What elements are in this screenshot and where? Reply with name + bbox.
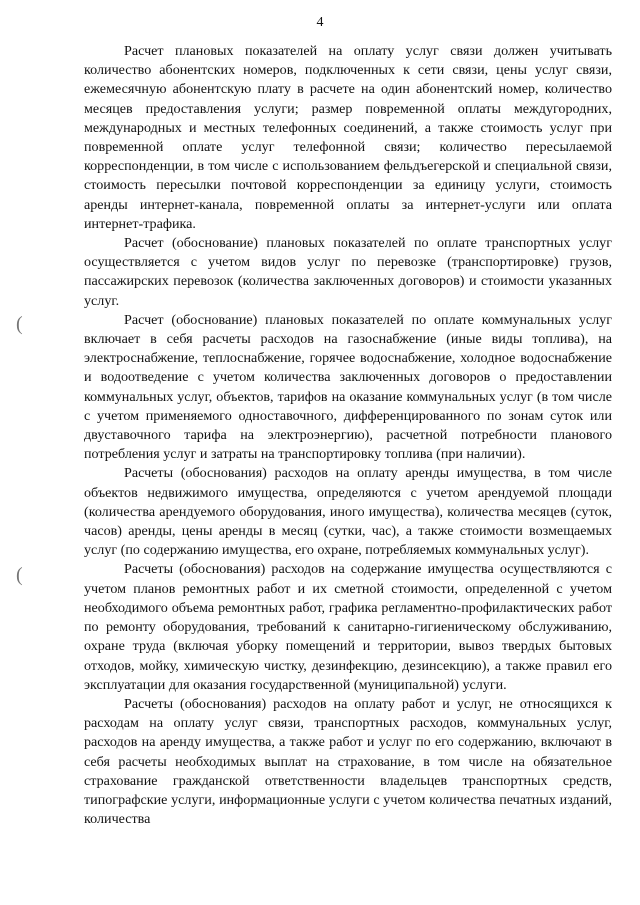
paragraph-property-maintenance: Расчеты (обоснования) расходов на содержание имущества осуществляются с учетом планов ремонтных работ и их сметной стоимости, определенной с учетом необходимого объема ремонтных работ, графика регламентно-профилактических работ по ремонту оборудования, требований к санитарно-гигиеническому обслуживанию, охране труда (включая уборку помещений и территории, вывоз твердых бытовых отходов, мойку, химическую чистку, дезинфекцию, дезинсекцию), а также правил его эксплуатации для оказания государственной (муниципальной) услуги. [84,561,612,693]
document-body [84,42,612,829]
binding-hole-mark: ( [16,564,23,586]
paragraph-transport-services: Расчет (обоснование) плановых показателей по оплате транспортных услуг осуществляется с учетом видов услуг по перевозке (транспортировке) грузов, пассажирских перевозок (количества заключенных договоров) и стоимости указанных услуг. [84,235,612,309]
paragraph-utility-services: Расчет (обоснование) плановых показателей по оплате коммунальных услуг включает в себя расчеты расходов на газоснабжение (иные виды топлива), на электроснабжение, теплоснабжение, горячее водоснабжение, холодное водоснабжение и водоотведение с учетом количества заключенных договоров о предоставлении коммунальных услуг, объектов, тарифов на оказание коммунальных услуг (в том числе с учетом применяемого одноставочного, дифференцированного по зонам суток или двуставочного тарифа на электроэнергию), расчетной потребности планового потребления услуг и затраты на транспортировку топлива (при наличии). [84,311,612,463]
paragraph-property-rent: Расчеты (обоснования) расходов на оплату аренды имущества, в том числе объектов недвижимого имущества, определяются с учетом арендуемой площади (количества арендуемого оборудования, иного имущества), количества месяцев (суток, часов) аренды, цены аренды в месяц (сутки, час), а также стоимости возмещаемых услуг (по содержанию имущества, его охране, потребляемых коммунальных услуг). [84,465,612,559]
page-number: 4 [316,15,324,30]
binding-hole-mark: ( [16,313,23,335]
paragraph-other-works-services: Расчеты (обоснования) расходов на оплату работ и услуг, не относящихся к расходам на оплату услуг связи, транспортных расходов, коммунальных услуг, расходов на аренду имущества, а также работ и услуг по его содержанию, включают в себя расчеты необходимых выплат на страхование, в том числе на обязательное страхование гражданской ответственности владельцев транспортных средств, типографские услуги, информационные услуги с учетом количества печатных изданий, количества [84,695,612,828]
paragraph-communication-services: Расчет плановых показателей на оплату услуг связи должен учитывать количество абонентских номеров, подключенных к сети связи, цены услуг связи, ежемесячную абонентскую плату в расчете на один абонентский номер, количество месяцев предоставления услуги; размер повременной оплаты междугородних, международных и местных телефонных соединений, а также стоимость услуг при повременной оплате услуг телефонной связи; количество пересылаемой корреспонденции, в том числе с использованием фельдъегерской и специальной связи, стоимость пересылки почтовой корреспонденции за единицу услуги, стоимость аренды интернет-канала, повременной оплаты за интернет-услуги или оплата интернет-трафика. [84,43,612,232]
